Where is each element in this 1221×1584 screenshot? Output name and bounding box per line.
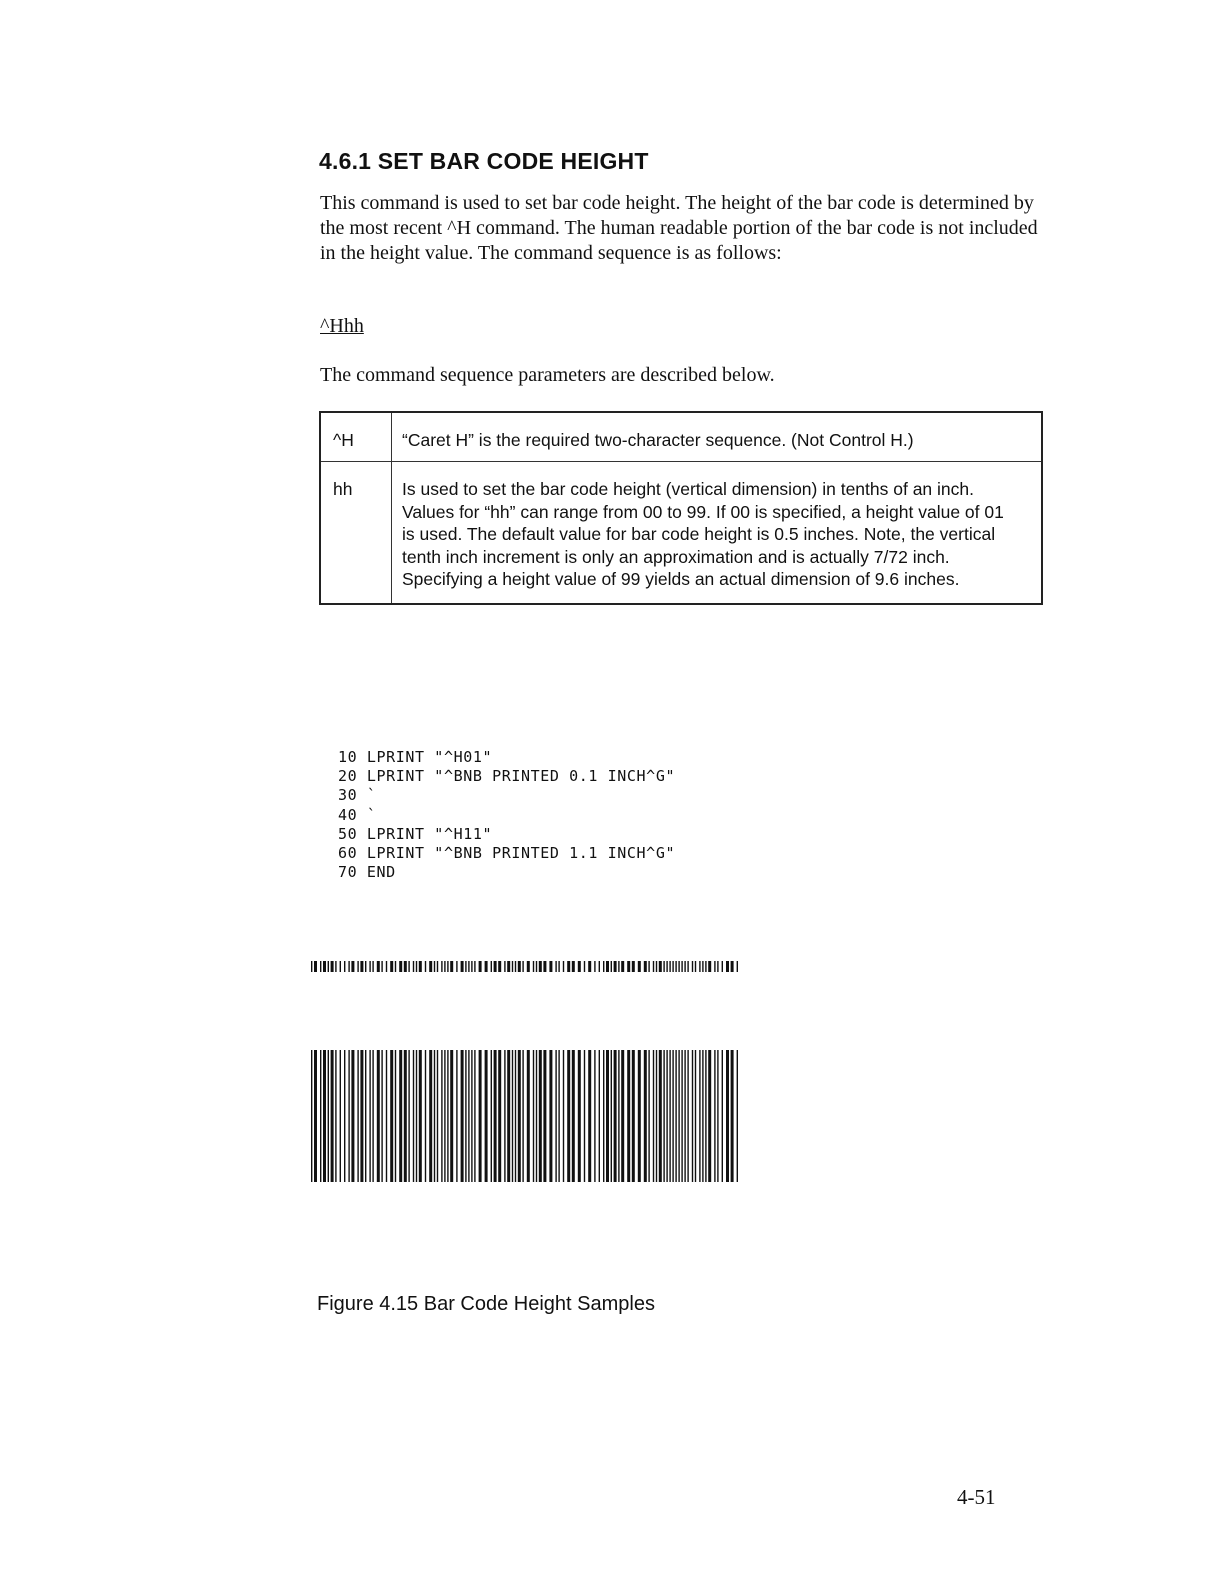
param-description: Is used to set the bar code height (vertical dimension) in tenths of an inch. Values for “hh” can range from 00 to 99. If 00 is specified, a height value of 01 is used. The default value for bar code height is 0.5 inches. Note, the vertical tenth inch increment is only an approximation and is actually 7/72 inch. Specifying a height value of 99 yields an actual dimension of 9.6 inches.: [392, 462, 1043, 604]
section-heading: 4.6.1 SET BAR CODE HEIGHT: [319, 148, 649, 174]
parameters-table: [319, 411, 1043, 605]
barcode-short-graphic: [311, 961, 739, 972]
intro-paragraph: This command is used to set bar code height. The height of the bar code is determined by the most recent ^H command. The human readable portion of the bar code is not included in the height value. The command sequence is as follows:: [320, 192, 1038, 264]
param-name: ^H: [320, 412, 392, 462]
params-intro: The command sequence parameters are described below.: [320, 364, 775, 386]
page-number: 4-51: [957, 1485, 996, 1509]
barcode-sample-tall: [311, 1050, 739, 1182]
param-description: “Caret H” is the required two-character sequence. (Not Control H.): [392, 412, 1043, 462]
figure-caption: Figure 4.15 Bar Code Height Samples: [317, 1293, 655, 1315]
code-listing: 10 LPRINT "^H01" 20 LPRINT "^BNB PRINTED 0.1 INCH^G" 30 ` 40 ` 50 LPRINT "^H11" 60 LPRINT "^BNB PRINTED 1.1 INCH^G" 70 END: [338, 748, 676, 882]
command-syntax: ^Hhh: [320, 315, 364, 337]
table-row: [320, 412, 1042, 462]
param-name: hh: [320, 462, 392, 604]
barcode-tall-graphic: [311, 1050, 739, 1182]
table-row: [320, 462, 1042, 604]
barcode-sample-short: [311, 961, 739, 972]
